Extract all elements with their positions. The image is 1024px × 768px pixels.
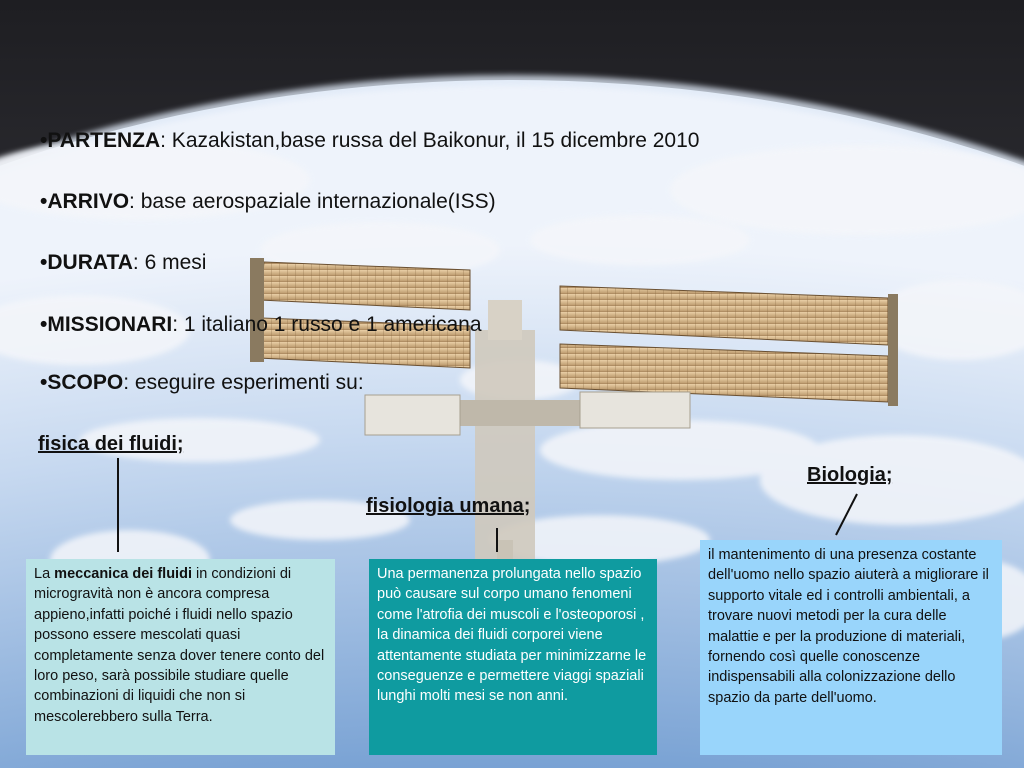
bullet-marker: • bbox=[40, 251, 48, 274]
topic-human-physiology: fisiologia umana; bbox=[366, 495, 531, 517]
topic-fluid-physics: fisica dei fluidi; bbox=[38, 433, 184, 455]
bullet-marker: • bbox=[40, 129, 48, 152]
bullet-marker: • bbox=[40, 371, 48, 394]
fluids-body: in condizioni di microgravità non è ancora compresa appieno,infatti poiché i fluidi nello spazio possono essere mescolati quasi completamente senza dover tenere conto del loro peso, sarà possibile studiare quelle combinazioni di liquidi che non si mescolerebbero sulla Terra. bbox=[34, 566, 325, 725]
fluid-physics-description bbox=[26, 559, 335, 755]
bullet-key: ARRIVO bbox=[47, 190, 130, 213]
bullet-text: : 6 mesi bbox=[132, 251, 207, 274]
topic-biology: Biologia; bbox=[807, 464, 893, 486]
bullet-marker: • bbox=[40, 190, 48, 213]
connector-biology bbox=[836, 494, 857, 535]
fluids-prefix: La bbox=[34, 566, 55, 582]
bullet-text: : Kazakistan,base russa del Baikonur, il 15 dicembre 2010 bbox=[160, 129, 700, 152]
biology-body: il mantenimento di una presenza costante dell'uomo nello spazio aiuterà a migliorare il supporto vitale ed i controlli ambientali, a trovare nuovi metodi per la cura delle malattie e per la produzione di materiali, fornendo così quelle conoscenze indispensabili alla colonizzazione dello spazio da parte dell'uomo. bbox=[708, 547, 989, 706]
bullet-marker: • bbox=[40, 313, 48, 336]
bullet-text: : base aerospaziale internazionale(ISS) bbox=[129, 190, 496, 213]
biology-description bbox=[700, 540, 1002, 755]
bullet-text: : eseguire esperimenti su: bbox=[123, 371, 364, 394]
physiology-body: Una permanenza prolungata nello spazio può causare sul corpo umano fenomeni come l'atrofia dei muscoli e l'osteoporosi , la dinamica dei fluidi corporei viene attentamente studiata per minimizzarne le conseguenze e permettere viaggi spaziali lunghi molti mesi se non anni. bbox=[377, 566, 647, 705]
bullet-key: DURATA bbox=[47, 251, 133, 274]
bullet-key: MISSIONARI bbox=[47, 313, 173, 336]
fluids-highlight: meccanica dei fluidi bbox=[54, 566, 192, 582]
human-physiology-description bbox=[369, 559, 657, 755]
bullet-key: PARTENZA bbox=[47, 129, 161, 152]
bullet-text: : 1 italiano 1 russo e 1 americana bbox=[172, 313, 482, 336]
bullet-key: SCOPO bbox=[47, 371, 124, 394]
